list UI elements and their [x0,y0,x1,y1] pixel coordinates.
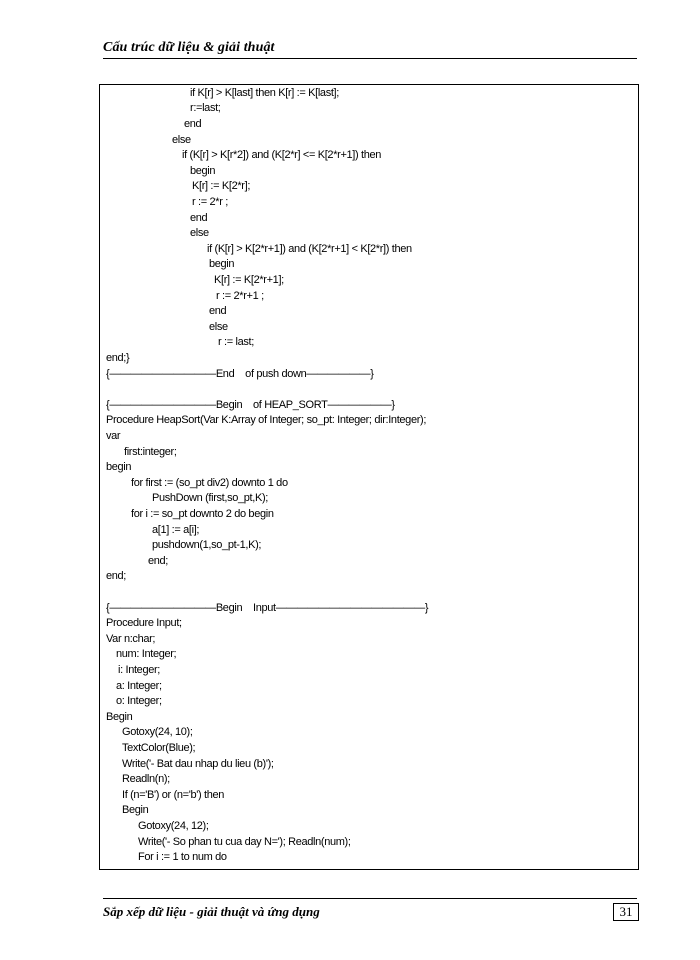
code-line: o: Integer; [116,695,162,707]
code-line: end; [106,570,127,582]
code-line: end [184,118,202,130]
code-line: For i := 1 to num do [138,851,227,863]
code-line: Gotoxy(24, 12); [138,820,209,832]
footer-divider [103,898,637,899]
code-line: TextColor(Blue); [122,742,196,754]
code-line: else [209,321,228,333]
code-line: Write('- So phan tu cua day N='); Readln(num); [138,836,351,848]
code-line: a[1] := a[i]; [152,524,200,536]
page-header-title: Cấu trúc dữ liệu & giải thuật [103,40,275,55]
code-line: K[r] := K[2*r]; [192,180,251,192]
code-line: a: Integer; [116,680,162,692]
code-line: Begin [122,804,149,816]
code-line: end;} [106,352,130,364]
code-line: else [172,134,191,146]
code-line: {——————————Begin of HEAP_SORT——————} [106,399,395,411]
code-line: r := 2*r ; [192,196,228,208]
code-line: Begin [106,711,133,723]
code-line: Procedure HeapSort(Var K:Array of Integer; so_pt: Integer; dir:Integer); [106,414,427,426]
code-line: begin [106,461,132,473]
code-listing-box [99,84,639,870]
code-line: Gotoxy(24, 10); [122,726,193,738]
code-line: Procedure Input; [106,617,182,629]
code-line: Readln(n); [122,773,170,785]
code-line: PushDown (first,so_pt,K); [152,492,268,504]
code-line: begin [209,258,235,270]
code-line: if (K[r] > K[r*2]) and (K[2*r] <= K[2*r+1]) then [182,149,382,161]
code-line: r := last; [218,336,254,348]
code-line: first:integer; [124,446,177,458]
page-number: 31 [613,903,639,921]
code-line: K[r] := K[2*r+1]; [214,274,284,286]
code-line: else [190,227,209,239]
code-line: if K[r] > K[last] then K[r] := K[last]; [190,87,339,99]
code-line: var [106,430,121,442]
page-footer-title: Sắp xếp dữ liệu - giải thuật và ứng dụng [103,904,320,919]
code-line: If (n='B') or (n='b') then [122,789,225,801]
code-line: begin [190,165,216,177]
code-line: {——————————End of push down——————} [106,368,374,380]
header-divider [103,58,637,59]
code-line: for first := (so_pt div2) downto 1 do [131,477,288,489]
code-line: r:=last; [190,102,221,114]
code-line: pushdown(1,so_pt-1,K); [152,539,262,551]
code-line: end; [148,555,169,567]
code-line: if (K[r] > K[2*r+1]) and (K[2*r+1] < K[2*r]) then [207,243,412,255]
code-line: num: Integer; [116,648,177,660]
code-line: end [190,212,208,224]
code-line: r := 2*r+1 ; [216,290,264,302]
code-line: i: Integer; [118,664,161,676]
code-line: Write('- Bat dau nhap du lieu (b)'); [122,758,274,770]
code-line: Var n:char; [106,633,156,645]
code-line: end [209,305,227,317]
code-line: for i := so_pt downto 2 do begin [131,508,274,520]
code-line: {——————————Begin Input——————————————} [106,602,429,614]
